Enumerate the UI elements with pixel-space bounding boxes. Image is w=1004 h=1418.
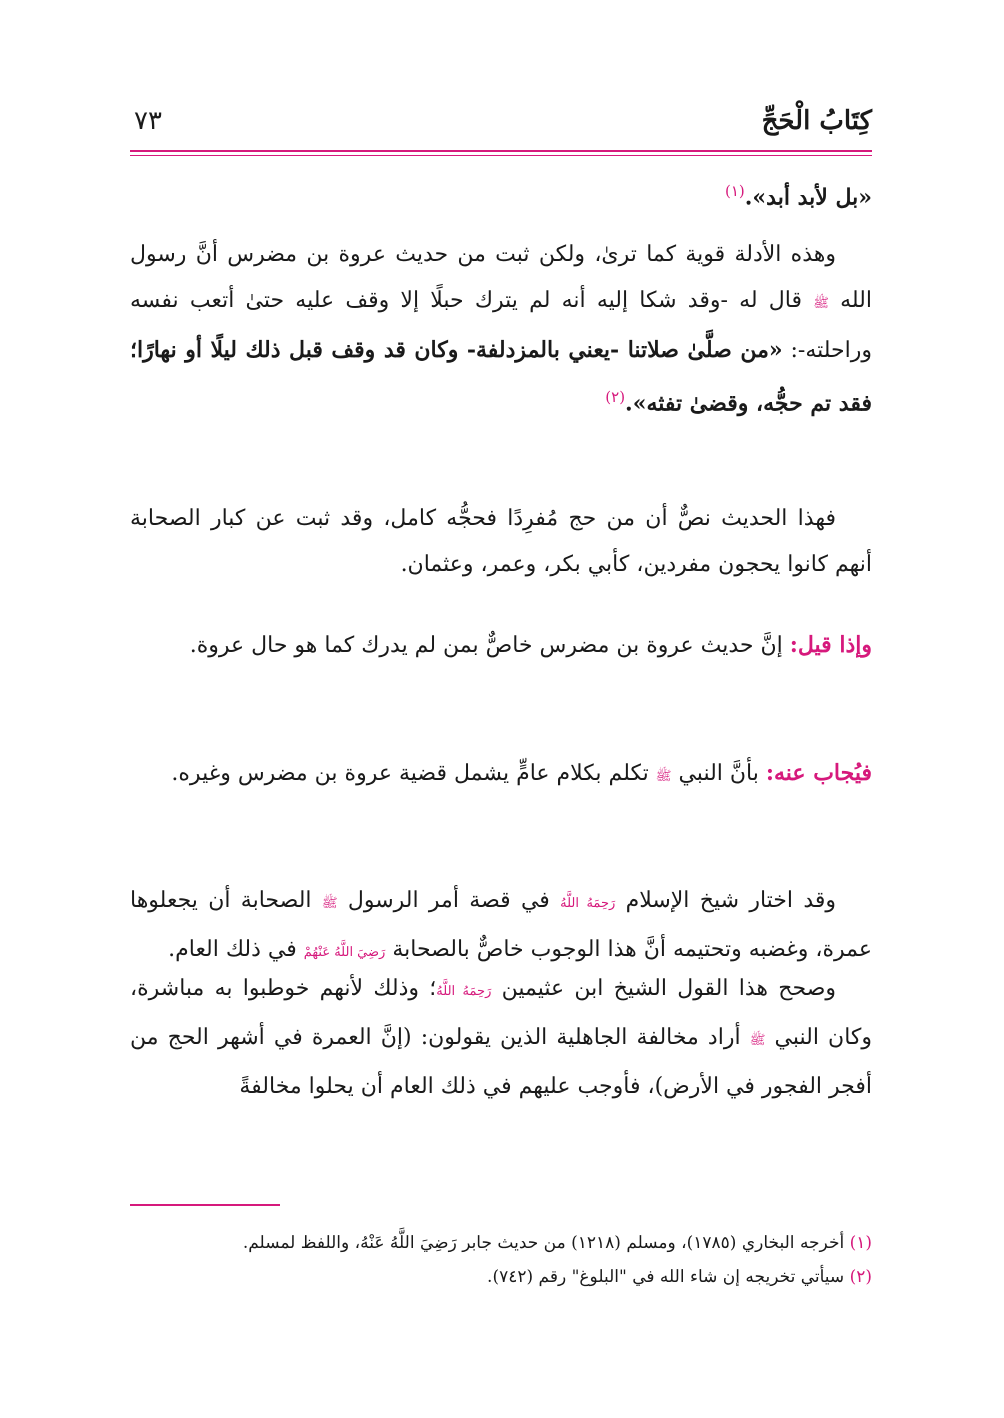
paragraph-segment: ﷺ: [749, 1033, 766, 1048]
paragraph-segment: ؛ وذلك لأنهم خوطبوا به مباشرة، وكان النبي: [130, 976, 872, 1050]
paragraph-segment: رَضِيَ اللَّهُ عَنْهُمْ: [303, 945, 386, 960]
footnote-fn1: [130, 1226, 872, 1260]
footnote-text: سيأتي تخريجه إن شاء الله في "البلوغ" رقم (٧٤٢).: [487, 1267, 850, 1287]
paragraph-p0: [130, 168, 872, 221]
book-title: كِتَابُ الْحَجِّ: [761, 106, 872, 136]
paragraph-segment: رَحِمَهُ اللَّهُ: [560, 896, 616, 911]
paragraph-p3: [130, 622, 872, 669]
paragraph-segment: الصحابة أن يجعلوها عمرة، وغضبه وتحتيمه أنَّ هذا الوجوب خاصٌّ بالصحابة: [130, 888, 872, 962]
footnote-fn2: [130, 1260, 872, 1294]
paragraph-p1: [130, 232, 872, 427]
footnotes: [130, 1226, 872, 1294]
paragraph-segment: وقد اختار شيخ الإسلام: [615, 888, 837, 913]
paragraph-segment: وصحح هذا القول الشيخ ابن عثيمين: [491, 976, 837, 1001]
paragraph-p6: [130, 966, 872, 1110]
paragraph-p5: [130, 878, 872, 976]
paragraph-segment: فيُجاب عنه:: [765, 760, 872, 786]
header-rule-thin: [130, 155, 872, 156]
paragraph-segment: ﷺ: [321, 896, 338, 911]
paragraph-segment: في قصة أمر الرسول: [337, 888, 561, 913]
paragraph-segment: «من صلَّىٰ صلاتنا -يعني بالمزدلفة- وكان قد وقف قبل ذلك ليلًا أو نهارًا؛ فقد تم حجُّه، وقضىٰ تفثه».: [130, 337, 872, 417]
footnote-separator: [130, 1204, 280, 1206]
paragraph-segment: (٢): [605, 388, 626, 406]
paragraph-segment: وهذه الأدلة قوية كما ترىٰ، ولكن ثبت من حديث عروة بن مضرس أنَّ رسول الله: [130, 242, 872, 313]
page-header: [130, 106, 872, 150]
paragraph-segment: قال له -وقد شكا إليه أنه لم يترك حبلًا إلا وقف عليه حتىٰ أتعب نفسه وراحلته-:: [130, 288, 873, 363]
paragraph-p2: [130, 496, 872, 588]
paragraph-segment: تكلم بكلام عامٍّ يشمل قضية عروة بن مضرس وغيره.: [171, 761, 656, 786]
paragraph-segment: أراد مخالفة الجاهلية الذين يقولون: (إنَّ العمرة في أشهر الحج من أفجر الفجور في الأرض)، فأوجب عليهم في ذلك العام أن يحلوا مخالفةً: [130, 1025, 872, 1099]
footnote-number: (١): [849, 1233, 872, 1253]
paragraph-p4: [130, 750, 872, 800]
paragraph-segment: «بل لأبد أبد».: [744, 184, 872, 211]
paragraph-segment: إنَّ حديث عروة بن مضرس خاصٌّ بمن لم يدرك كما هو حال عروة.: [189, 633, 790, 658]
paragraph-segment: في ذلك العام.: [168, 937, 304, 962]
paragraph-segment: بأنَّ النبي: [671, 761, 766, 786]
body-text: [130, 168, 872, 1188]
paragraph-segment: فهذا الحديث نصٌّ أن من حج مُفرِدًا فحجُّه كامل، وقد ثبت عن كبار الصحابة أنهم كانوا يحجون مفردين، كأبي بكر، وعمر، وعثمان.: [130, 506, 872, 577]
paragraph-segment: ﷺ: [813, 296, 829, 311]
document-page: [130, 0, 872, 1418]
paragraph-segment: ﷺ: [655, 769, 672, 784]
paragraph-segment: رَحِمَهُ اللَّهُ: [436, 984, 492, 999]
page-number: ٧٣: [134, 106, 162, 136]
header-rule: [130, 150, 872, 152]
paragraph-segment: وإذا قيل:: [789, 632, 872, 658]
footnote-text: أخرجه البخاري (١٧٨٥)، ومسلم (١٢١٨) من حديث جابر رَضِيَ اللَّهُ عَنْهُ، واللفظ لمسلم.: [242, 1233, 850, 1253]
footnote-number: (٢): [849, 1267, 872, 1287]
paragraph-segment: (١): [724, 182, 745, 200]
